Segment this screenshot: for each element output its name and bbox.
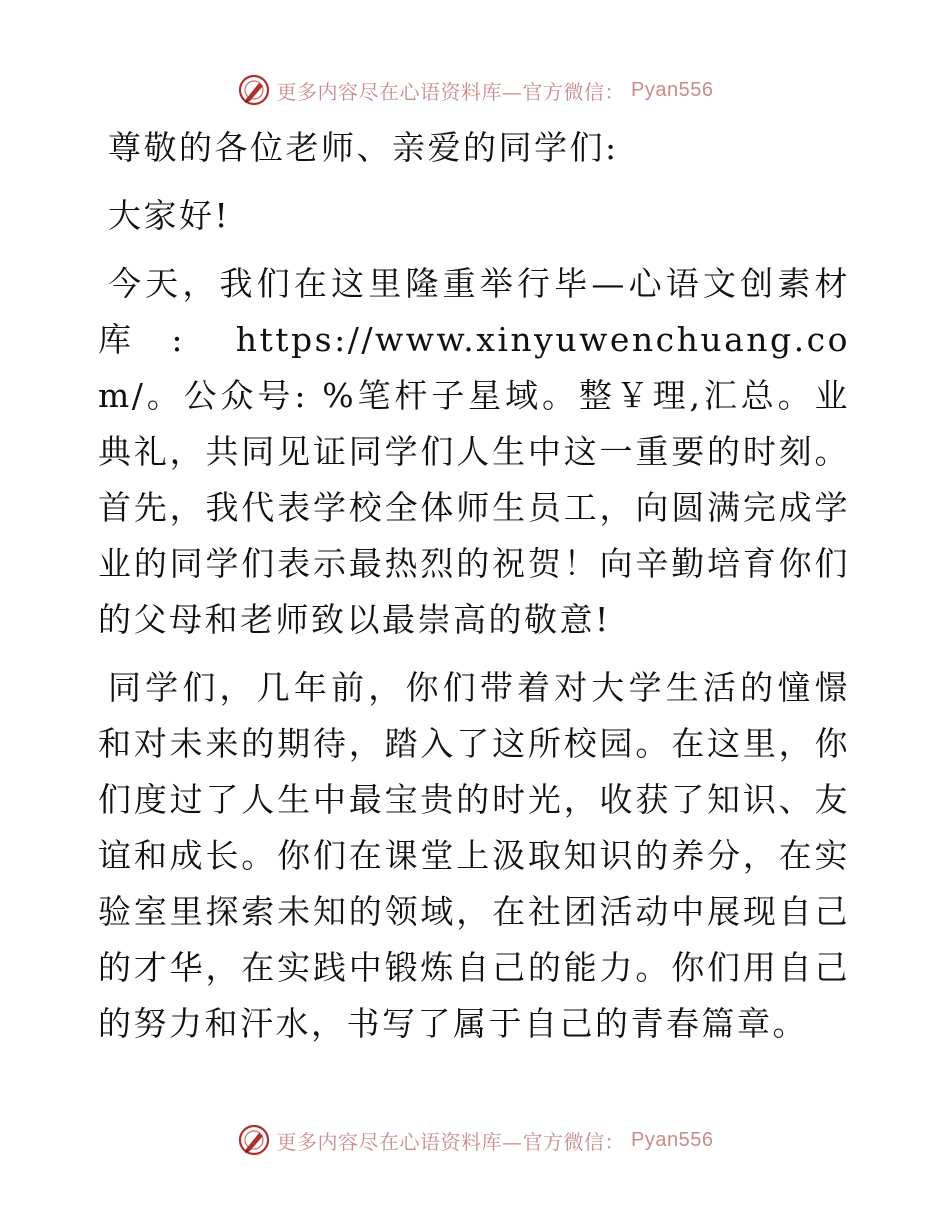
paragraph-memories: 同学们，几年前，你们带着对大学生活的憧憬和对未来的期待，踏入了这所校园。在这里，你们度过了人生中最宝贵的时光，收获了知识、友谊和成长。你们在课堂上汲取知识的养分，在实验室里探索未知的领域，在社团活动中展现自己的才华，在实践中锻炼自己的能力。你们用自己的努力和汗水，书写了属于自己的青春篇章。 bbox=[98, 668, 850, 1043]
watermark-wechat-id: Pyan556 bbox=[631, 78, 714, 101]
pen-logo-icon bbox=[237, 73, 271, 107]
paragraph-opening: 今天，我们在这里隆重举行毕—心语文创素材库: https://www.xinyuwenchuang.com/。公众号: %笔杆子星域。整￥理,汇总。业典礼，共同见证同学们人生中这一重要的时刻。首先，我代表学校全体师生员工，向圆满完成学业的同学们表示最热烈的祝贺！向辛勤培育你们的父母和老师致以最崇高的敬意! bbox=[98, 264, 850, 639]
pen-logo-icon bbox=[237, 1123, 271, 1157]
document-body bbox=[98, 120, 850, 1052]
salutation: 尊敬的各位老师、亲爱的同学们: bbox=[108, 128, 619, 167]
watermark-wechat-id: Pyan556 bbox=[631, 1128, 714, 1151]
watermark-text: 更多内容尽在心语资料库—官方微信： bbox=[276, 1129, 626, 1154]
watermark-text: 更多内容尽在心语资料库—官方微信： bbox=[276, 79, 626, 104]
watermark-banner-bottom bbox=[0, 1120, 950, 1160]
watermark-banner-top bbox=[0, 70, 950, 110]
greeting: 大家好! bbox=[108, 196, 231, 235]
